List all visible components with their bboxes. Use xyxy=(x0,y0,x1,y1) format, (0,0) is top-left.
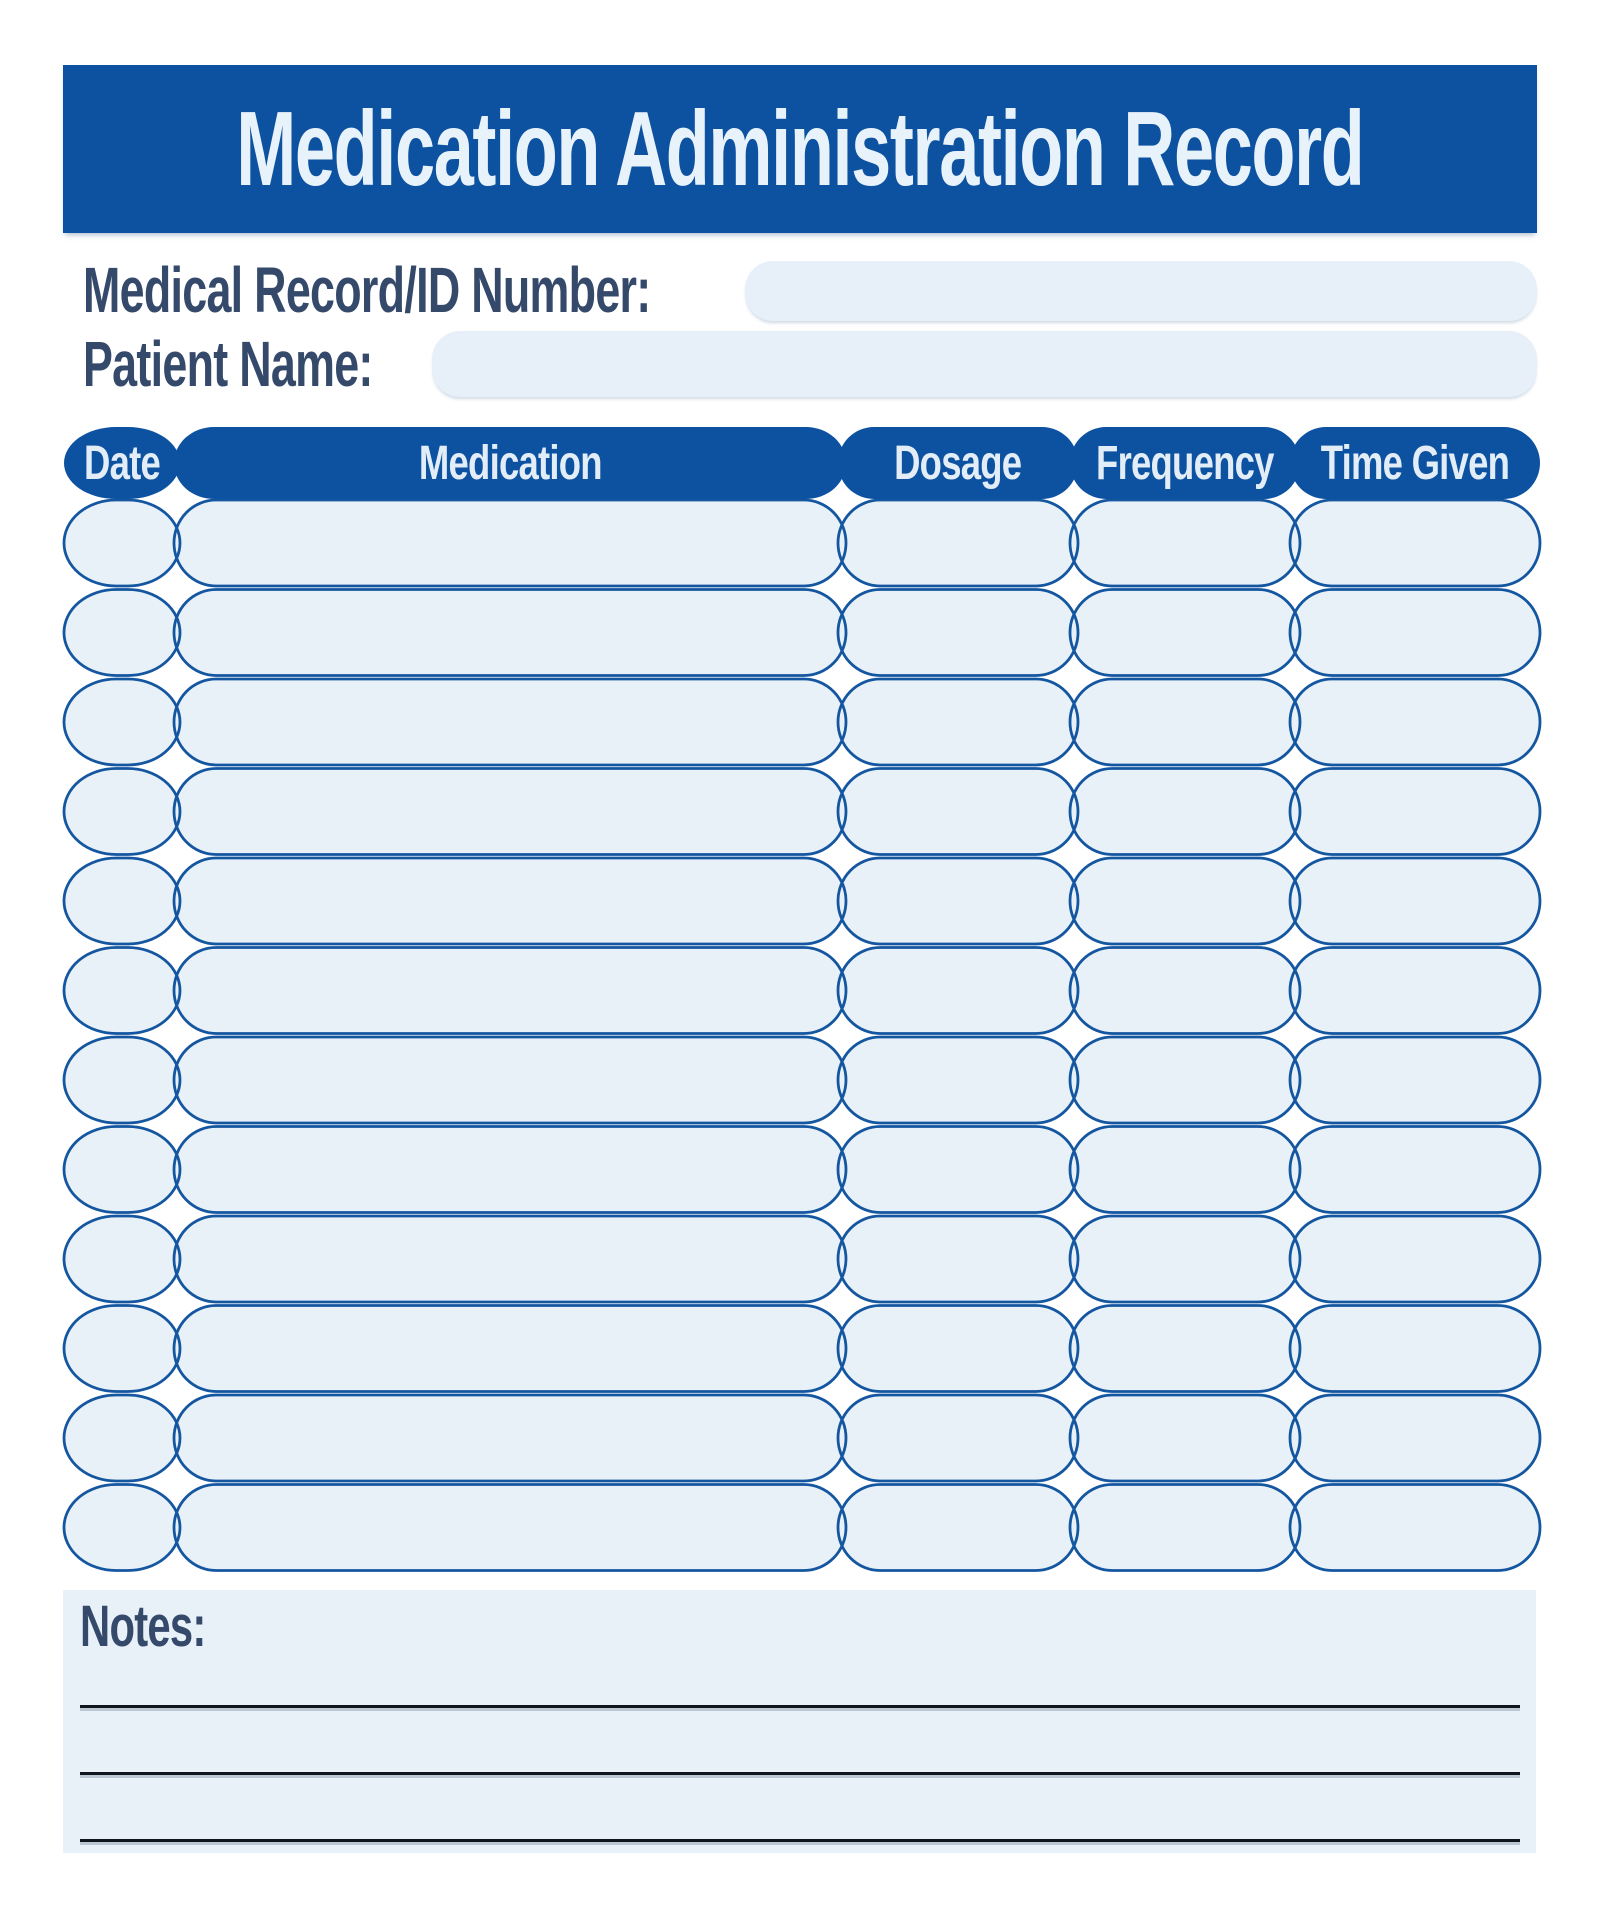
column-header-date-label: Date xyxy=(83,436,161,490)
cell-fill-medication-row5 xyxy=(174,858,846,944)
column-header-dosage-label: Dosage xyxy=(894,436,1022,490)
cell-fill-time-given-row8 xyxy=(1290,1127,1540,1213)
cell-fill-dosage-row2 xyxy=(838,590,1078,676)
cell-fill-dosage-row1 xyxy=(838,500,1078,586)
cell-fill-date-row11 xyxy=(64,1395,180,1481)
cell-fill-medication-row4 xyxy=(174,769,846,855)
cell-fill-time-given-row9 xyxy=(1290,1216,1540,1302)
cell-fill-time-given-row6 xyxy=(1290,948,1540,1034)
cell-fill-date-row9 xyxy=(64,1216,180,1302)
cell-fill-frequency-row1 xyxy=(1070,500,1300,586)
column-header-medication xyxy=(174,427,846,499)
cell-fill-medication-row12 xyxy=(174,1485,846,1571)
cell-fill-frequency-row3 xyxy=(1070,679,1300,765)
cell-fill-date-row8 xyxy=(64,1127,180,1213)
patient-name-label: Patient Name: xyxy=(83,328,373,400)
column-header-frequency-label: Frequency xyxy=(1096,436,1274,490)
column-header-dosage xyxy=(838,427,1078,499)
cell-fill-layer xyxy=(64,500,1540,1571)
cell-fill-frequency-row10 xyxy=(1070,1306,1300,1392)
cell-fill-dosage-row9 xyxy=(838,1216,1078,1302)
cell-fill-frequency-row5 xyxy=(1070,858,1300,944)
cell-fill-time-given-row4 xyxy=(1290,769,1540,855)
medical-record-id-label: Medical Record/ID Number: xyxy=(83,254,651,326)
cell-fill-date-row5 xyxy=(64,858,180,944)
cell-fill-frequency-row7 xyxy=(1070,1037,1300,1123)
cell-fill-medication-row1 xyxy=(174,500,846,586)
cell-fill-time-given-row12 xyxy=(1290,1485,1540,1571)
cell-fill-date-row3 xyxy=(64,679,180,765)
cell-fill-dosage-row6 xyxy=(838,948,1078,1034)
cell-fill-frequency-row8 xyxy=(1070,1127,1300,1213)
notes-section xyxy=(63,1590,1536,1853)
cell-fill-time-given-row3 xyxy=(1290,679,1540,765)
column-header-date xyxy=(64,427,180,499)
cell-fill-time-given-row2 xyxy=(1290,590,1540,676)
cell-fill-medication-row11 xyxy=(174,1395,846,1481)
cell-fill-frequency-row4 xyxy=(1070,769,1300,855)
cell-fill-time-given-row11 xyxy=(1290,1395,1540,1481)
notes-label: Notes: xyxy=(80,1593,206,1659)
cell-fill-dosage-row5 xyxy=(838,858,1078,944)
cell-fill-time-given-row1 xyxy=(1290,500,1540,586)
cell-fill-date-row10 xyxy=(64,1306,180,1392)
cell-fill-date-row4 xyxy=(64,769,180,855)
cell-fill-frequency-row12 xyxy=(1070,1485,1300,1571)
column-header-time-given xyxy=(1290,427,1540,499)
column-header-time-given-label: Time Given xyxy=(1320,436,1510,490)
cell-fill-date-row1 xyxy=(64,500,180,586)
cell-fill-medication-row7 xyxy=(174,1037,846,1123)
cell-fill-frequency-row9 xyxy=(1070,1216,1300,1302)
cell-fill-time-given-row5 xyxy=(1290,858,1540,944)
cell-fill-medication-row6 xyxy=(174,948,846,1034)
cell-fill-medication-row3 xyxy=(174,679,846,765)
column-header-medication-label: Medication xyxy=(418,436,602,490)
cell-fill-dosage-row10 xyxy=(838,1306,1078,1392)
column-header-frequency xyxy=(1070,427,1300,499)
cell-fill-date-row12 xyxy=(64,1485,180,1571)
cell-fill-dosage-row7 xyxy=(838,1037,1078,1123)
cell-fill-medication-row10 xyxy=(174,1306,846,1392)
cell-fill-time-given-row10 xyxy=(1290,1306,1540,1392)
cell-fill-date-row7 xyxy=(64,1037,180,1123)
cell-fill-medication-row2 xyxy=(174,590,846,676)
form-title: Medication Administration Record xyxy=(236,89,1364,208)
notes-line-3[interactable] xyxy=(80,1839,1520,1842)
cell-fill-time-given-row7 xyxy=(1290,1037,1540,1123)
cell-fill-date-row2 xyxy=(64,590,180,676)
cell-fill-medication-row8 xyxy=(174,1127,846,1213)
notes-line-1[interactable] xyxy=(80,1705,1520,1708)
cell-fill-dosage-row4 xyxy=(838,769,1078,855)
cell-fill-medication-row9 xyxy=(174,1216,846,1302)
cell-fill-frequency-row6 xyxy=(1070,948,1300,1034)
cell-fill-dosage-row3 xyxy=(838,679,1078,765)
cell-fill-frequency-row2 xyxy=(1070,590,1300,676)
cell-fill-date-row6 xyxy=(64,948,180,1034)
cell-fill-dosage-row12 xyxy=(838,1485,1078,1571)
cell-fill-dosage-row8 xyxy=(838,1127,1078,1213)
cell-fill-frequency-row11 xyxy=(1070,1395,1300,1481)
cell-fill-dosage-row11 xyxy=(838,1395,1078,1481)
notes-line-2[interactable] xyxy=(80,1772,1520,1775)
